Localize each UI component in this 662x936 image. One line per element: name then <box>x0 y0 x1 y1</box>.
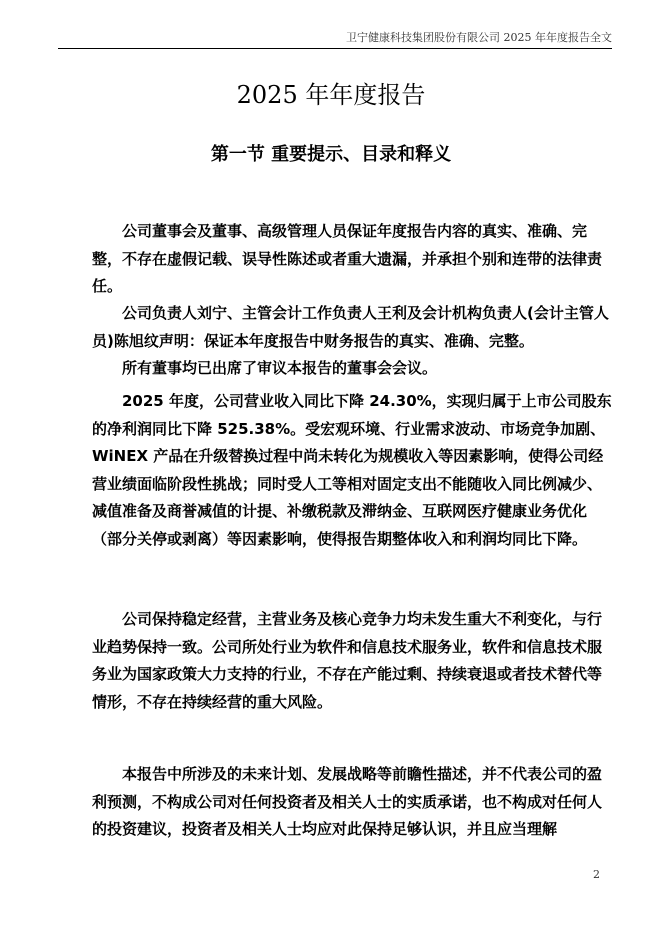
running-header: 卫宁健康科技集团股份有限公司 2025 年年度报告全文 <box>346 31 612 44</box>
header-divider <box>58 48 612 49</box>
paragraph-responsible-persons: 公司负责人刘宁、主管会计工作负责人王利及会计机构负责人(会计主管人员)陈旭纹声明：保证本年度报告中财务报告的真实、准确、完整。 <box>92 304 609 350</box>
paragraph-forward-looking: 本报告中所涉及的未来计划、发展战略等前瞻性描述，并不代表公司的盈利预测，不构成公司对任何投资者及相关人士的实质承诺，也不构成对任何人的投资建议，投资者及相关人士均应对此保持足够认识，并且应当理解 <box>92 765 603 838</box>
paragraph-directors-attendance: 所有董事均已出席了审议本报告的董事会会议。 <box>122 359 438 377</box>
paragraph-performance-decline: 2025 年度，公司营业收入同比下降 24.30%，实现归属于上市公司股东的净利润同比下降 525.38%。受宏观环境、行业需求波动、市场竞争加剧、WiNEX 产品在升级替换过程中尚未转化为规模收入等因素影响，使得公司经营业绩面临阶段性挑战；同时受人工等相对固定支出不能随收入同比例减少、减值准备及商誉减值的计提、补缴税款及滞纳金、互联网医疗健康业务优化（部分关停或剥离）等因素影响，使得报告期整体收入和利润均同比下降。 <box>92 392 612 548</box>
page-number: 2 <box>593 868 600 881</box>
section-title: 第一节 重要提示、目录和释义 <box>210 144 452 165</box>
paragraph-going-concern: 公司保持稳定经营，主营业务及核心竞争力均未发生重大不利变化，与行业趋势保持一致。公司所处行业为软件和信息技术服务业，软件和信息技术服务业为国家政策大力支持的行业，不存在产能过剩、持续衰退或者技术替代等情形，不存在持续经营的重大风险。 <box>92 610 603 711</box>
paragraph-board-assurance: 公司董事会及董事、高级管理人员保证年度报告内容的真实、准确、完整，不存在虚假记载、误导性陈述或者重大遗漏，并承担个别和连带的法律责任。 <box>92 222 603 295</box>
report-title: 2025 年年度报告 <box>236 81 426 109</box>
